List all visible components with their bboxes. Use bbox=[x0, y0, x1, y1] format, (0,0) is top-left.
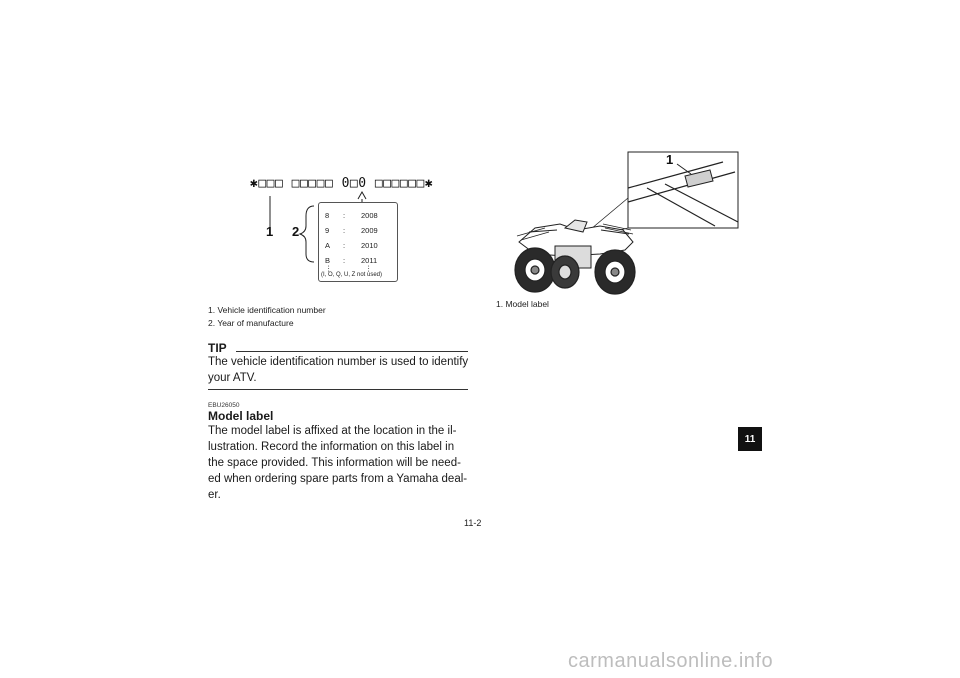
year-code: 8 bbox=[325, 211, 330, 220]
page-number: 11-2 bbox=[464, 518, 482, 528]
year-code: A bbox=[325, 241, 331, 250]
section-code: EBU26050 bbox=[208, 402, 240, 409]
atv-illustration bbox=[505, 150, 750, 300]
tip-text: The vehicle identification number is used to identify your ATV. bbox=[208, 356, 469, 384]
body-line: er. bbox=[208, 489, 221, 501]
year-value: 2011 bbox=[361, 256, 378, 265]
atv-callout-1: 1 bbox=[666, 152, 674, 167]
year-continuation: ⋮ ⋮ bbox=[325, 264, 373, 273]
vin-figure bbox=[240, 168, 470, 288]
year-code-row bbox=[325, 211, 391, 221]
section-body bbox=[208, 423, 470, 503]
section-title: Model label bbox=[208, 409, 274, 423]
body-line: the space provided. This information will be need- bbox=[208, 457, 461, 469]
tip-bottom-rule bbox=[208, 389, 468, 390]
callout-1: 1 bbox=[266, 224, 274, 239]
year-code-row bbox=[325, 241, 391, 251]
atv-caption: 1. Model label bbox=[496, 299, 549, 309]
year-colon: : bbox=[343, 256, 346, 265]
vin-caption-2: 2. Year of manufacture bbox=[208, 318, 294, 328]
vin-string: ✱□□□ □□□□□ 0□0 □□□□□□✱ bbox=[250, 176, 434, 191]
year-code-table bbox=[318, 202, 398, 282]
body-line: lustration. Record the information on this label in bbox=[208, 441, 455, 453]
excluded-letters-note: (I, O, Q, U, Z not used) bbox=[321, 272, 383, 278]
year-value: 2008 bbox=[361, 211, 378, 220]
year-colon: : bbox=[343, 226, 346, 235]
watermark-text: carmanualsonline.info bbox=[568, 650, 774, 672]
callout-2: 2 bbox=[292, 224, 300, 239]
year-colon: : bbox=[343, 211, 346, 220]
year-value: 2010 bbox=[361, 241, 378, 250]
vin-caption-1: 1. Vehicle identification number bbox=[208, 305, 326, 315]
year-code: 9 bbox=[325, 226, 330, 235]
body-line: The model label is affixed at the location in the il- bbox=[208, 425, 457, 437]
year-value: 2009 bbox=[361, 226, 378, 235]
chapter-tab: 11 bbox=[738, 427, 762, 451]
year-code: B bbox=[325, 256, 331, 265]
body-line: ed when ordering spare parts from a Yamaha deal- bbox=[208, 473, 468, 485]
tip-top-rule bbox=[236, 351, 468, 352]
year-code-row bbox=[325, 226, 391, 236]
year-colon: : bbox=[343, 241, 346, 250]
tip-heading: TIP bbox=[208, 341, 227, 355]
